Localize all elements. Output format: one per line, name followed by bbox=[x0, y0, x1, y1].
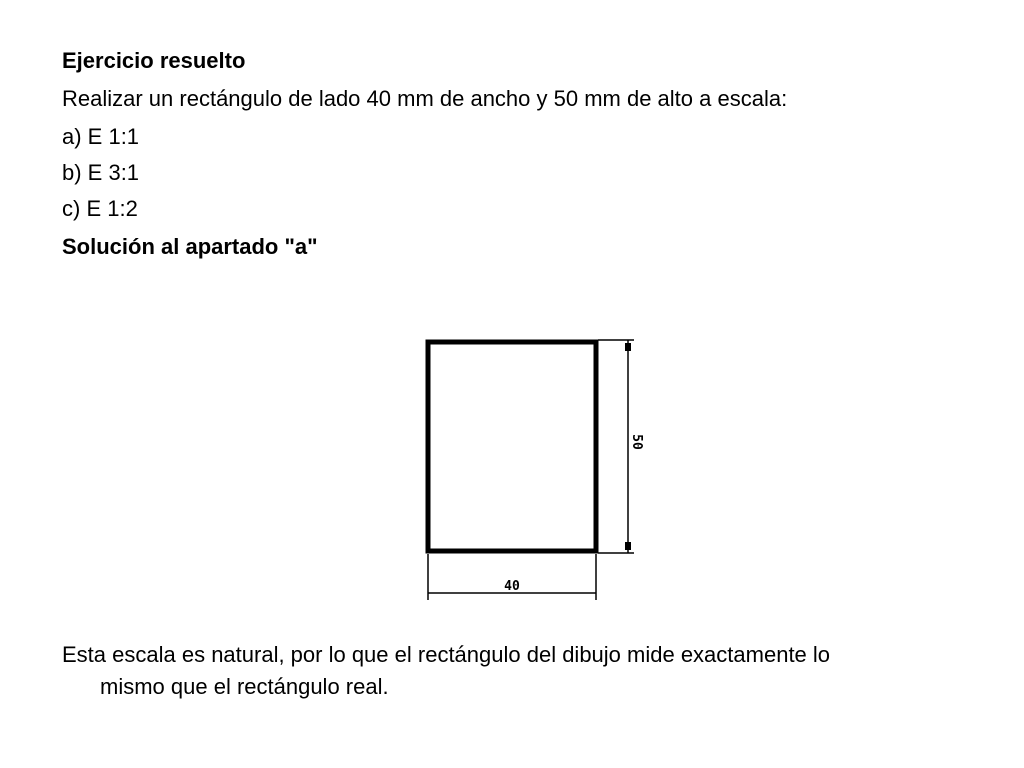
option-c: c) E 1:2 bbox=[62, 196, 138, 221]
width-label: 40 bbox=[504, 579, 520, 594]
conclusion-line-2: mismo que el rectángulo real. bbox=[100, 674, 389, 699]
rectangle-drawing-svg bbox=[400, 320, 660, 610]
height-label: 50 bbox=[629, 434, 644, 450]
option-b: b) E 3:1 bbox=[62, 160, 140, 185]
drawn-rectangle bbox=[428, 342, 596, 551]
conclusion-line-1: Esta escala es natural, por lo que el rectángulo del dibujo mide exactamente lo bbox=[62, 642, 831, 667]
conclusion-paragraph bbox=[62, 639, 982, 703]
solution-heading: Solución al apartado "a" bbox=[62, 234, 318, 259]
option-a: a) E 1:1 bbox=[62, 124, 140, 149]
exercise-heading: Ejercicio resuelto bbox=[62, 48, 246, 73]
height-tick-bottom bbox=[625, 542, 631, 550]
rectangle-drawing bbox=[400, 320, 660, 610]
exercise-statement: Realizar un rectángulo de lado 40 mm de ancho y 50 mm de alto a escala: bbox=[62, 86, 788, 111]
height-tick-top bbox=[625, 343, 631, 351]
